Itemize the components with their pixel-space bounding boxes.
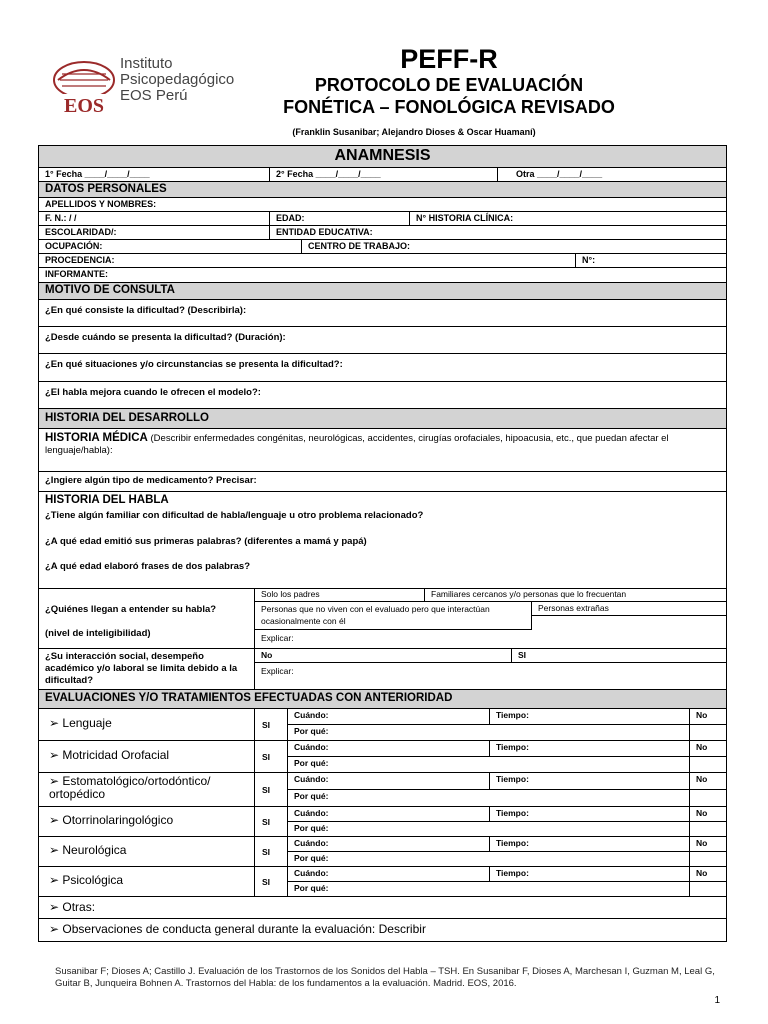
tiempo-field[interactable]: Tiempo: xyxy=(490,773,690,790)
authors: (Franklin Susanibar; Alejandro Dioses & Oscar Huamaní) xyxy=(292,127,536,137)
evaluacion-si-checkbox[interactable]: SI xyxy=(254,741,287,772)
fn-field[interactable]: F. N.: / / xyxy=(45,213,77,223)
medicamento-question[interactable]: ¿Ingiere algún tipo de medicamento? Precisar: xyxy=(39,472,726,492)
bullet-arrow-icon: ➢ xyxy=(49,843,63,857)
anamnesis-form xyxy=(38,145,727,942)
evaluacion-si-checkbox[interactable]: SI xyxy=(254,709,287,740)
tiempo-field[interactable]: Tiempo: xyxy=(490,807,690,822)
tiempo-field[interactable]: Tiempo: xyxy=(490,709,690,725)
evaluacion-label: Neurológica xyxy=(62,843,127,857)
motivo-q4[interactable]: ¿El habla mejora cuando le ofrecen el modelo?: xyxy=(39,382,726,409)
evaluacion-no-checkbox[interactable]: No xyxy=(689,709,726,740)
fecha-otra-field[interactable]: Otra ____/____/____ xyxy=(516,169,603,179)
porque-field[interactable]: Por qué: xyxy=(288,822,690,837)
otras-label: Otras: xyxy=(62,900,96,914)
evaluacion-row xyxy=(39,837,726,867)
evaluacion-si-checkbox[interactable]: SI xyxy=(254,773,287,806)
motivo-q1[interactable]: ¿En qué consiste la dificultad? (Describirla): xyxy=(39,300,726,327)
fecha-2-field[interactable]: 2° Fecha ____/____/____ xyxy=(276,169,381,179)
opt-familiares[interactable]: Familiares cercanos y/o personas que lo frecuentan xyxy=(425,589,726,602)
historia-desarrollo-header: HISTORIA DEL DESARROLLO xyxy=(39,409,726,429)
bullet-arrow-icon: ➢ xyxy=(49,813,63,827)
row-fn xyxy=(39,212,726,226)
evaluacion-no-checkbox[interactable]: No xyxy=(689,807,726,836)
dates-row xyxy=(39,168,726,182)
opt-personas-extranas[interactable]: Personas extrañas xyxy=(532,602,726,616)
bullet-arrow-icon: ➢ xyxy=(49,748,63,762)
motivo-consulta-header: MOTIVO DE CONSULTA xyxy=(39,283,726,300)
porque-field[interactable]: Por qué: xyxy=(288,725,690,741)
tiempo-field[interactable]: Tiempo: xyxy=(490,741,690,757)
evaluacion-row xyxy=(39,709,726,741)
row-procedencia xyxy=(39,254,726,268)
evaluacion-no-checkbox[interactable]: No xyxy=(689,837,726,866)
habla-q2[interactable]: ¿A qué edad emitió sus primeras palabras? (diferentes a mamá y papá) xyxy=(45,536,367,547)
historia-clinica-field[interactable]: N° HISTORIA CLÍNICA: xyxy=(416,213,514,223)
porque-field[interactable]: Por qué: xyxy=(288,882,690,897)
evaluacion-label: Otorrinolaringológico xyxy=(62,813,174,827)
datos-personales-header: DATOS PERSONALES xyxy=(39,182,726,198)
evaluacion-no-checkbox[interactable]: No xyxy=(689,773,726,806)
interaccion-si[interactable]: SI xyxy=(512,649,726,663)
svg-text:EOS: EOS xyxy=(63,95,105,117)
apellidos-field[interactable]: APELLIDOS Y NOMBRES: xyxy=(45,199,157,209)
institute-name: Instituto Psicopedagógico EOS Perú xyxy=(120,55,235,104)
cuando-field[interactable]: Cuándo: xyxy=(288,837,490,852)
evaluaciones-header: EVALUACIONES Y/O TRATAMIENTOS EFECTUADAS CON ANTERIORIDAD xyxy=(39,690,726,709)
explicar-interaccion[interactable]: Explicar: xyxy=(261,666,294,676)
evaluacion-si-checkbox[interactable]: SI xyxy=(254,807,287,836)
porque-field[interactable]: Por qué: xyxy=(288,852,690,867)
tiempo-field[interactable]: Tiempo: xyxy=(490,837,690,852)
anamnesis-title-row xyxy=(39,146,726,168)
ocupacion-field[interactable]: OCUPACIÓN: xyxy=(45,241,103,251)
page-title: PEFF-R xyxy=(400,44,498,74)
page-subtitle-2: FONÉTICA – FONOLÓGICA REVISADO xyxy=(283,97,615,117)
numero-field[interactable]: N°: xyxy=(582,255,596,265)
porque-field[interactable]: Por qué: xyxy=(288,790,690,807)
page-number: 1 xyxy=(714,995,720,1006)
habla-q1[interactable]: ¿Tiene algún familiar con dificultad de habla/lenguaje u otro problema relacionado? xyxy=(45,510,424,521)
motivo-q2[interactable]: ¿Desde cuándo se presenta la dificultad? (Duración): xyxy=(39,327,726,354)
interaccion-no[interactable]: No xyxy=(255,649,512,663)
historia-habla xyxy=(39,492,726,589)
footer-citation: Susanibar F; Dioses A; Castillo J. Evaluación de los Trastornos de los Sonidos del Habla – TSH. En Susanibar F, Dioses A, Marchesan I, Guzman M, Leal G, Guitar B, Junqueira Bohnen A. Trastornos del Habla: de los fundamentos a la evaluación. Madrid. EOS, 2016. xyxy=(55,966,715,989)
porque-field[interactable]: Por qué: xyxy=(288,757,690,773)
historia-medica-desc: (Describir enfermedades congénitas, neurológicas, accidentes, cirugías orofaciales, hipoacusia, etc., que puedan afectar el lenguaje/habla): xyxy=(45,433,669,456)
evaluacion-label: Psicológica xyxy=(62,873,124,887)
bullet-arrow-icon: ➢ xyxy=(49,873,63,887)
informante-field[interactable]: INFORMANTE: xyxy=(45,269,108,279)
historia-medica[interactable] xyxy=(39,429,726,472)
nivel-label: (nivel de inteligibilidad) xyxy=(45,628,151,639)
procedencia-field[interactable]: PROCEDENCIA: xyxy=(45,255,115,265)
edad-field[interactable]: EDAD: xyxy=(276,213,305,223)
evaluacion-no-checkbox[interactable]: No xyxy=(689,867,726,896)
centro-trabajo-field[interactable]: CENTRO DE TRABAJO: xyxy=(308,241,411,251)
evaluacion-label: Motricidad Orofacial xyxy=(62,748,170,762)
evaluacion-row xyxy=(39,773,726,807)
historia-medica-label: HISTORIA MÉDICA xyxy=(45,432,148,444)
habla-q3[interactable]: ¿A qué edad elaboró frases de dos palabras? xyxy=(45,561,251,572)
cuando-field[interactable]: Cuándo: xyxy=(288,773,490,790)
evaluacion-si-checkbox[interactable]: SI xyxy=(254,867,287,896)
evaluacion-row xyxy=(39,741,726,773)
interaccion-row xyxy=(39,649,726,690)
row-apellidos xyxy=(39,198,726,212)
cuando-field[interactable]: Cuándo: xyxy=(288,807,490,822)
cuando-field[interactable]: Cuándo: xyxy=(288,741,490,757)
evaluacion-no-checkbox[interactable]: No xyxy=(689,741,726,772)
cuando-field[interactable]: Cuándo: xyxy=(288,867,490,882)
interaccion-question: ¿Su interacción social, desempeño académico y/o laboral se limita debido a la dificultad? xyxy=(45,651,238,686)
row-ocupacion xyxy=(39,240,726,254)
evaluacion-row xyxy=(39,807,726,837)
opt-solo-padres[interactable]: Solo los padres xyxy=(255,589,425,602)
row-informante xyxy=(39,268,726,283)
bullet-arrow-icon: ➢ xyxy=(49,774,63,788)
motivo-q3[interactable]: ¿En qué situaciones y/o circunstancias se presenta la dificultad?: xyxy=(39,354,726,382)
otras-row[interactable]: ➢ Otras: xyxy=(39,897,726,919)
explicar-inteligibilidad[interactable]: Explicar: xyxy=(261,633,294,643)
document-header xyxy=(0,0,768,145)
historia-habla-title: HISTORIA DEL HABLA xyxy=(45,494,169,506)
tiempo-field[interactable]: Tiempo: xyxy=(490,867,690,882)
observaciones-row[interactable]: ➢ Observaciones de conducta general durante la evaluación: Describir xyxy=(49,922,426,936)
evaluacion-label: Estomatológico/ortodóntico/ ortopédico xyxy=(49,774,211,801)
page-subtitle: PROTOCOLO DE EVALUACIÓN xyxy=(314,75,584,95)
observaciones-label: Observaciones de conducta general durante la evaluación: Describir xyxy=(62,922,426,936)
evaluacion-label: Lenguaje xyxy=(62,716,112,730)
fecha-1-field[interactable]: 1° Fecha ____/____/____ xyxy=(45,169,150,179)
cuando-field[interactable]: Cuándo: xyxy=(288,709,490,725)
escolaridad-field[interactable]: ESCOLARIDAD/: xyxy=(45,227,117,237)
evaluacion-si-checkbox[interactable]: SI xyxy=(254,837,287,866)
inteligibilidad-row xyxy=(39,589,726,649)
anamnesis-title: ANAMNESIS xyxy=(334,147,431,164)
evaluacion-row xyxy=(39,867,726,897)
quienes-question: ¿Quiénes llegan a entender su habla? xyxy=(45,604,217,615)
opt-personas-no-viven[interactable]: Personas que no viven con el evaluado pero que interactúan ocasionalmente con él xyxy=(255,602,532,630)
bullet-arrow-icon: ➢ xyxy=(49,716,63,730)
row-escolaridad xyxy=(39,226,726,240)
entidad-educativa-field[interactable]: ENTIDAD EDUCATIVA: xyxy=(276,227,373,237)
